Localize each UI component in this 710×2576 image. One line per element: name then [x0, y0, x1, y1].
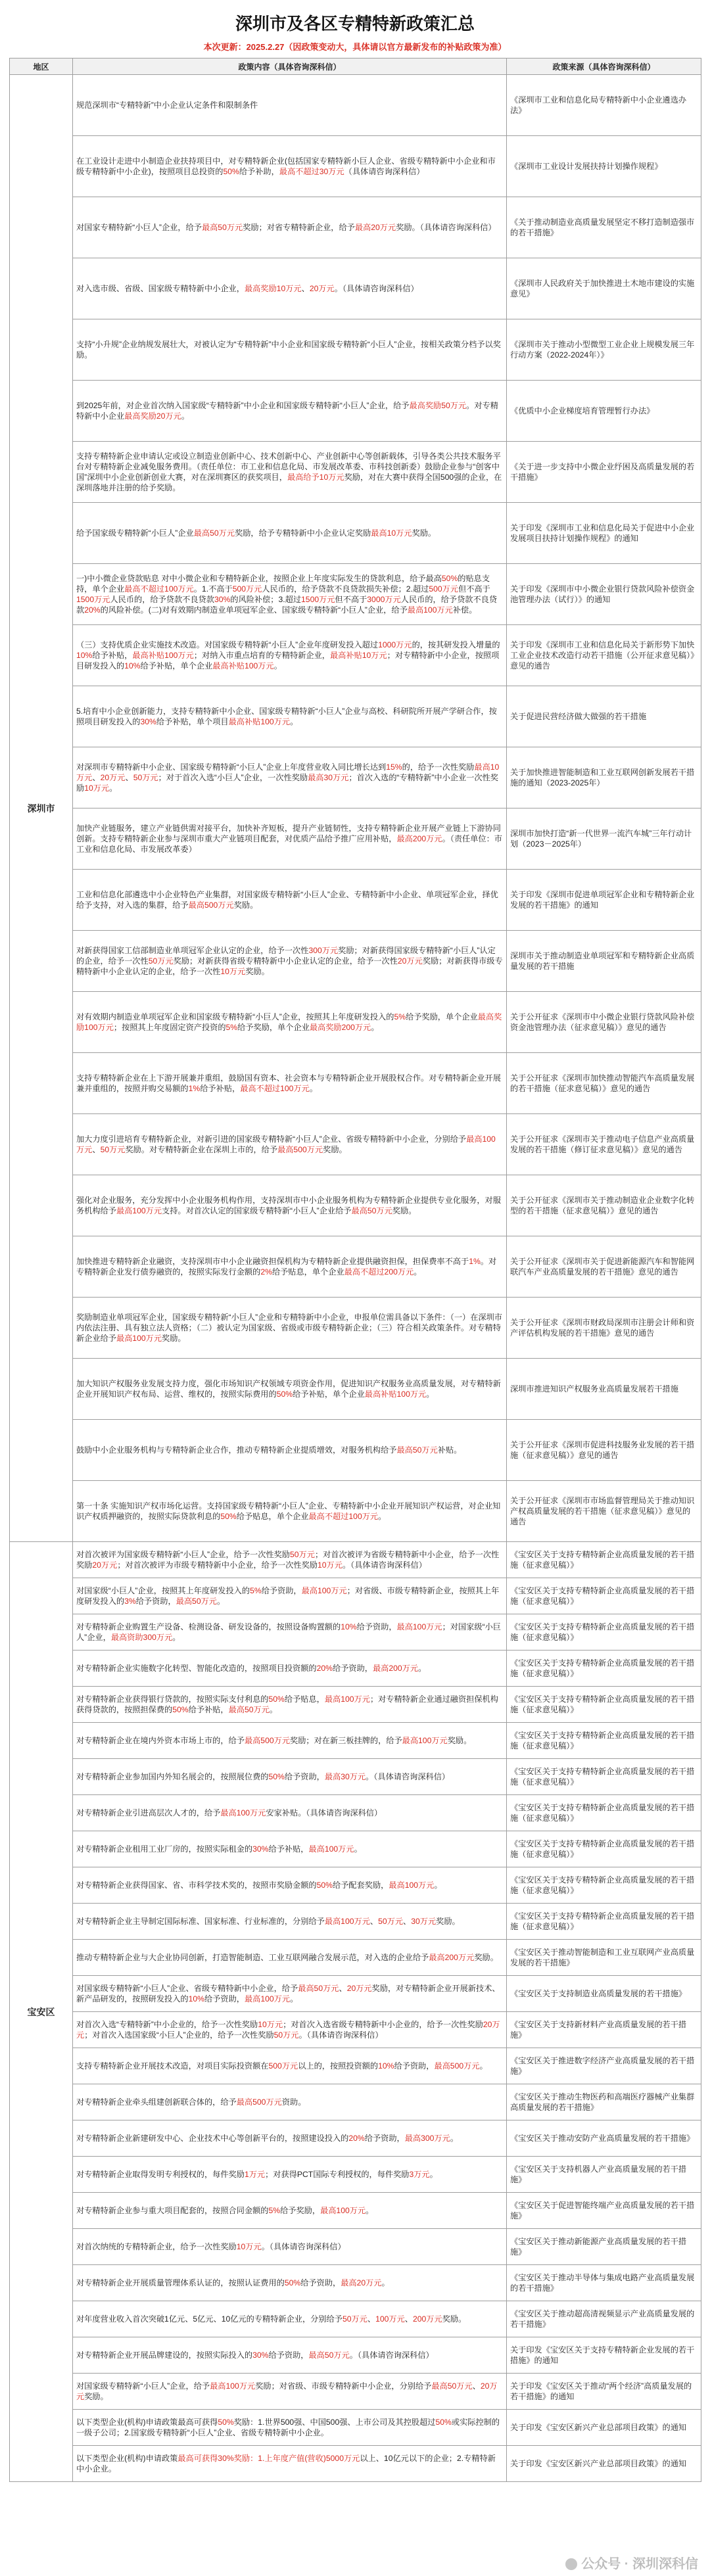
policy-source-cell: 关于公开征求《深圳市促进科技服务业发展的若干措施（征求意见稿）》意见的通告 — [507, 1420, 701, 1481]
table-row — [10, 2157, 701, 2193]
policy-content-cell: 对专精特新企业开展品牌建设的，按照实际投入的30%给予资助，最高50万元。（具体请咨询深科信） — [73, 2337, 507, 2374]
policy-content-cell: 以下类型企业(机构)申请政策最高可获得50%奖励：1.世界500强、中国500强、上市公司及其控股超过50%或实际控制的一级子公司；2.国家级专精特新“小巨人”企业、省级专精特新中小企业。 — [73, 2410, 507, 2446]
table-row — [10, 1831, 701, 1867]
table-row — [10, 1481, 701, 1542]
policy-content-cell: 推动专精特新企业与大企业协同创新，打造智能制造、工业互联网融合发展示范，对入选的企业给予最高200万元奖励。 — [73, 1940, 507, 1976]
policy-source-cell: 《宝安区关于支持专精特新企业高质量发展的若干措施（征求意见稿）》 — [507, 1578, 701, 1614]
policy-source-cell: 《宝安区关于推动新能源产业高质量发展的若干措施》 — [507, 2229, 701, 2265]
policy-content-cell: 给予国家级专精特新“小巨人”企业最高50万元奖励，给予专精特新中小企业认定奖励最高10万元奖励。 — [73, 503, 507, 564]
policy-content-cell: 强化对企业服务，充分发挥中小企业服务机构作用，支持深圳市中小企业服务机构为专精特新企业提供专业化服务，对服务机构给予最高100万元支持。对首次认定的国家级专精特新“小巨人”企业给予最高50万元奖励。 — [73, 1175, 507, 1236]
table-row — [10, 2012, 701, 2048]
policy-content-cell: 对有效期内制造业单项冠军企业和国家级专精特新“小巨人”企业，按照其上年度研发投入的5%给予奖励，单个企业最高奖励100万元；按照其上年度固定资产投资的5%给予奖励，单个企业最高奖励200万元。 — [73, 992, 507, 1053]
table-row — [10, 747, 701, 808]
table-row — [10, 75, 701, 136]
policy-content-cell: 加快推进专精特新企业融资，支持深圳市中小企业融资担保机构为专精特新企业提供融资担保，担保费率不高于1%。对专精特新企业发行债券融资的，按照实际发行金额的2%给予贴息，单个企业最高不超过200万元。 — [73, 1236, 507, 1298]
policy-content-cell: 对首次被评为国家级专精特新“小巨人”企业，给予一次性奖励50万元；对首次被评为省级专精特新中小企业，给予一次性奖励20万元；对首次被评为市级专精特新中小企业，给予一次性奖励10万元。（具体请咨询深科信） — [73, 1542, 507, 1578]
policy-source-cell: 《宝安区关于支持专精特新企业高质量发展的若干措施（征求意见稿）》 — [507, 1904, 701, 1940]
policy-source-cell: 《深圳市工业和信息化局专精特新中小企业遴选办法》 — [507, 75, 701, 136]
policy-source-cell: 《宝安区关于推动智能制造和工业互联网产业高质量发展的若干措施》 — [507, 1940, 701, 1976]
table-row — [10, 1976, 701, 2012]
policy-source-cell: 《优质中小企业梯度培育管理暂行办法》 — [507, 381, 701, 442]
policy-content-cell: 对深圳市专精特新中小企业、国家级专精特新“小巨人”企业上年度营业收入同比增长达到15%的，给予一次性奖励最高10万元、20万元、50万元；对于首次入选“小巨人”企业，一次性奖励最高30万元；首次入选的“专精特新”中小企业一次性奖励10万元。 — [73, 747, 507, 808]
table-row — [10, 1175, 701, 1236]
policy-content-cell: 对年度营业收入首次突破1亿元、5亿元、10亿元的专精特新企业，分别给予50万元、100万元、200万元奖励。 — [73, 2301, 507, 2337]
policy-source-cell: 《宝安区关于支持专精特新企业高质量发展的若干措施（征求意见稿）》 — [507, 1831, 701, 1867]
policy-content-cell: 到2025年前，对企业首次纳入国家级“专精特新”中小企业和国家级专精特新“小巨人”企业，给予最高奖励50万元。对专精特新中小企业最高奖励20万元。 — [73, 381, 507, 442]
policy-table-body — [10, 75, 701, 2482]
policy-content-cell: 对首次入选“专精特新”中小企业的，给予一次性奖励10万元；对首次入选省级专精特新中小企业的，给予一次性奖励20万元；对首次入选国家级“小巨人”企业的，给予一次性奖励50万元。（具体请咨询深科信） — [73, 2012, 507, 2048]
table-row — [10, 1687, 701, 1723]
table-row — [10, 2048, 701, 2084]
page-title: 深圳市及各区专精特新政策汇总 — [235, 14, 475, 34]
policy-source-cell: 关于印发《深圳市工业和信息化局关于促进中小企业发展项目扶持计划操作规程》的通知 — [507, 503, 701, 564]
table-row — [10, 197, 701, 258]
policy-content-cell: 加大力度引进培育专精特新企业，对新引进的国家级专精特新“小巨人”企业、省级专精特新中小企业，分别给予最高100万元、50万元奖励。对专精特新企业在深圳上市的，给予最高500万元奖励。 — [73, 1114, 507, 1175]
policy-content-cell: 对国家级“小巨人”企业，按照其上年度研发投入的5%给予资助，最高100万元；对省级、市级专精特新企业，按照其上年度研发投入的3%给予资助，最高50万元。 — [73, 1578, 507, 1614]
table-row — [10, 1542, 701, 1578]
table-row — [10, 381, 701, 442]
policy-content-cell: 对专精特新企业取得发明专利授权的，每件奖励1万元；对获得PCT国际专利授权的，每件奖励3万元。 — [73, 2157, 507, 2193]
policy-table — [9, 58, 701, 2482]
policy-source-cell: 《宝安区关于促进智能终端产业高质量发展的若干措施》 — [507, 2193, 701, 2229]
policy-source-cell: 《宝安区关于支持专精特新企业高质量发展的若干措施（征求意见稿）》 — [507, 1542, 701, 1578]
policy-content-cell: 对专精特新企业参与重大项目配套的，按照合同金额的5%给予奖励，最高100万元。 — [73, 2193, 507, 2229]
table-row — [10, 1723, 701, 1759]
policy-source-cell: 《宝安区关于支持机器人产业高质量发展的若干措施》 — [507, 2157, 701, 2193]
policy-content-cell: 对专精特新企业实施数字化转型、智能化改造的，按照项目投资额的20%给予资助，最高200万元。 — [73, 1651, 507, 1687]
policy-content-cell: 工业和信息化部遴选中小企业特色产业集群，对国家级专精特新“小巨人”企业、专精特新中小企业、单项冠军企业，择优给予支持，对入选的集群，给予最高500万元奖励。 — [73, 870, 507, 931]
table-row — [10, 870, 701, 931]
table-row — [10, 1651, 701, 1687]
policy-content-cell: 第一十条 实施知识产权市场化运营。支持国家级专精特新“小巨人”企业、专精特新中小企业开展知识产权运营，对企业知识产权质押融资的，按照实际贷款利息的50%给予贴息，单个企业最高不超过100万元。 — [73, 1481, 507, 1542]
table-row — [10, 2084, 701, 2120]
policy-content-cell: 对专精特新企业新建研发中心、企业技术中心等创新平台的，按照建设投入的20%给予资助，最高300万元。 — [73, 2120, 507, 2157]
region-cell: 宝安区 — [10, 1542, 73, 2482]
table-row — [10, 258, 701, 319]
table-row — [10, 1940, 701, 1976]
policy-content-cell: 对入选市级、省级、国家级专精特新中小企业，最高奖励10万元、20万元。（具体请咨询深科信） — [73, 258, 507, 319]
policy-content-cell: 对国家级专精特新“小巨人”企业，给予最高100万元奖励；对省级、市级专精特新中小企业，分别给予最高50万元、20万元奖励。 — [73, 2374, 507, 2410]
policy-content-cell: （三）支持优质企业实施技术改造。对国家级专精特新“小巨人”企业年度研发投入超过1000万元的，按其研发投入增量的10%给予补贴，最高补贴100万元；对纳入市重点培育的专精特新企业，最高补贴10万元；对专精特新中小企业，按照项目研发投入的10%给予补贴，单个企业最高补贴100万元。 — [73, 625, 507, 686]
policy-source-cell: 关于印发《宝安区新兴产业总部项目政策》的通知 — [507, 2446, 701, 2482]
policy-content-cell: 支持专精特新企业开展技术改造，对项目实际投资额在500万元以上的，按照投资额的10%给予资助，最高500万元。 — [73, 2048, 507, 2084]
policy-source-cell: 关于印发《宝安区关于推动“两个经济”高质量发展的若干措施》的通知 — [507, 2374, 701, 2410]
table-row — [10, 1614, 701, 1651]
policy-source-cell: 关于公开征求《深圳市市场监督管理局关于推动知识产权高质量发展的若干措施（征求意见稿）》意见的通告 — [507, 1481, 701, 1542]
table-row — [10, 2193, 701, 2229]
policy-content-cell: 奖励制造业单项冠军企业，国家级专精特新“小巨人”企业和专精特新中小企业，申报单位需具备以下条件：（一）在深圳市内依法注册、具有独立法人资格；（二）被认定为国家级、省级或市级专精特新企业；（三）符合相关政策条件。对专精特新企业给予最高100万元奖励。 — [73, 1298, 507, 1359]
table-header-row — [10, 59, 701, 75]
table-row — [10, 992, 701, 1053]
policy-source-cell: 关于印发《深圳市促进单项冠军企业和专精特新企业发展的若干措施》的通知 — [507, 870, 701, 931]
table-row — [10, 931, 701, 992]
table-row — [10, 503, 701, 564]
policy-content-cell: 加大知识产权服务业发展支持力度，强化市场知识产权领域专项资金作用，促进知识产权服务业高质量发展，对专精特新企业开展知识产权布局、运营、维权的，按照实际费用的50%给予补贴，单个企业最高补贴100万元。 — [73, 1359, 507, 1420]
header-source: 政策来源（具体咨询深科信） — [507, 59, 701, 75]
policy-content-cell: 一)中小微企业贷款贴息 对中小微企业和专精特新企业，按照企业上年度实际发生的贷款利息，给予最高50%的贴息支持，单个企业最高不超过100万元。1.不高于500万元人民币的，给予贷款不良贷款损失补偿；2.超过500万元但不高于1500万元人民币的，给予贷款不良贷款30%的风险补偿；3.超过1500万元但不高于3000万元人民币的，给予贷款不良贷款20%的风险补偿。(二)对有效期内制造业单项冠军企业、国家级专精特新“小巨人”企业，给予最高100万元补偿。 — [73, 564, 507, 625]
policy-content-cell: 对首次纳统的专精特新企业，给予一次性奖励10万元。（具体请咨询深科信） — [73, 2229, 507, 2265]
policy-source-cell: 关于公开征求《深圳市关于推动电子信息产业高质量发展的若干措施（修订征求意见稿）》意见的通告 — [507, 1114, 701, 1175]
table-row — [10, 2446, 701, 2482]
policy-source-cell: 《宝安区关于支持新材料产业高质量发展的若干措施》 — [507, 2012, 701, 2048]
policy-source-cell: 关于公开征求《深圳市中小微企业银行贷款风险补偿资金池管理办法（征求意见稿）》意见的通告 — [507, 992, 701, 1053]
policy-source-cell: 《宝安区关于推动安防产业高质量发展的若干措施》 — [507, 2120, 701, 2157]
policy-content-cell: 对专精特新企业获得国家、省、市科学技术奖的，按照市奖励金额的50%给予配套奖励，最高100万元。 — [73, 1867, 507, 1904]
policy-content-cell: 对国家专精特新“小巨人”企业，给予最高50万元奖励；对省专精特新企业，给予最高20万元奖励。（具体请咨询深科信） — [73, 197, 507, 258]
table-row — [10, 2337, 701, 2374]
policy-source-cell: 《宝安区关于推动生物医药和高端医疗器械产业集群高质量发展的若干措施》 — [507, 2084, 701, 2120]
policy-content-cell: 支持专精特新企业申请认定或设立制造业创新中心、技术创新中心、产业创新中心等创新载体，引导各类公共技术服务平台对专精特新企业减免服务费用。（责任单位：市工业和信息化局、市发展改革委、市科技创新委）鼓励企业参与“创客中国”深圳中小企业创新创业大赛，对在深圳赛区的获奖项目，最高给予10万元奖励，对在大赛中获得全国500强的企业，在深圳落地并注册的给予奖励。 — [73, 442, 507, 503]
update-notice: 本次更新：2025.2.27（因政策变动大，具体请以官方最新发布的补贴政策为准） — [203, 42, 507, 52]
policy-content-cell: 加快产业链服务，建立产业链供需对接平台，加快补齐短板，提升产业链韧性，支持专精特新企业开展产业链上下游协同创新。支持专精特新企业参与深圳市重大产业链项目配套，对优质产品给予推广应用补贴，最高200万元。（责任单位：市工业和信息化局、市发展改革委） — [73, 808, 507, 870]
table-row — [10, 2410, 701, 2446]
policy-source-cell: 关于公开征求《深圳市关于推动制造业企业数字化转型的若干措施（征求意见稿）》意见的通告 — [507, 1175, 701, 1236]
policy-content-cell: 对专精特新企业租用工业厂房的，按照实际租金的30%给予补贴，最高100万元。 — [73, 1831, 507, 1867]
policy-content-cell: 对新获得国家工信部制造业单项冠军企业认定的企业，给予一次性300万元奖励；对新获得国家级专精特新“小巨人”认定的企业，给予一次性50万元奖励；对新获得省级专精特新中小企业认定的企业，给予一次性20万元奖励；对新获得市级专精特新中小企业认定的企业，给予一次性10万元奖励。 — [73, 931, 507, 992]
table-row — [10, 625, 701, 686]
policy-source-cell: 关于促进民营经济做大做强的若干措施 — [507, 686, 701, 747]
policy-source-cell: 《宝安区关于支持制造业高质量发展的若干措施》 — [507, 1976, 701, 2012]
policy-source-cell: 关于印发《深圳市工业和信息化局关于新形势下加快工业企业技术改造行动若干措施（公开征求意见稿）》意见的通告 — [507, 625, 701, 686]
table-row — [10, 1795, 701, 1831]
table-row — [10, 2120, 701, 2157]
policy-source-cell: 关于印发《深圳市中小微企业银行贷款风险补偿资金池管理办法（试行）》的通知 — [507, 564, 701, 625]
table-row — [10, 564, 701, 625]
table-row — [10, 2301, 701, 2337]
table-row — [10, 808, 701, 870]
table-row — [10, 1053, 701, 1114]
policy-source-cell: 《深圳市工业设计发展扶持计划操作规程》 — [507, 136, 701, 197]
table-row — [10, 1759, 701, 1795]
table-row — [10, 1298, 701, 1359]
policy-content-cell: 以下类型企业(机构)申请政策最高可获得30%奖励：1.上年度产值(营收)5000万元以上、10亿元以下的企业；2.专精特新中小企业。 — [73, 2446, 507, 2482]
policy-source-cell: 《宝安区关于支持专精特新企业高质量发展的若干措施（征求意见稿）》 — [507, 1687, 701, 1723]
policy-content-cell: 对专精特新企业参加国内外知名展会的，按照展位费的50%给予资助，最高30万元。（具体请咨询深科信） — [73, 1759, 507, 1795]
policy-source-cell: 《宝安区关于支持专精特新企业高质量发展的若干措施（征求意见稿）》 — [507, 1795, 701, 1831]
table-row — [10, 1904, 701, 1940]
policy-source-cell: 关于加快推进智能制造和工业互联网创新发展若干措施的通知（2023-2025年） — [507, 747, 701, 808]
policy-content-cell: 在工业设计走进中小制造企业扶持项目中，对专精特新企业(包括国家专精特新小巨人企业、省级专精特新中小企业和市级专精特新中小企业)，按照项目总投资的50%给予补助，最高不超过30万元（具体请咨询深科信） — [73, 136, 507, 197]
table-row — [10, 1236, 701, 1298]
policy-source-cell: 《宝安区关于推进数字经济产业高质量发展的若干措施》 — [507, 2048, 701, 2084]
table-row — [10, 136, 701, 197]
header-content: 政策内容（具体咨询深科信） — [73, 59, 507, 75]
policy-source-cell: 《宝安区关于推动超高清视频显示产业高质量发展的若干措施》 — [507, 2301, 701, 2337]
policy-content-cell: 鼓励中小企业服务机构与专精特新企业合作，推动专精特新企业提质增效，对服务机构给予最高50万元补贴。 — [73, 1420, 507, 1481]
table-row — [10, 1420, 701, 1481]
policy-source-cell: 深圳市推进知识产权服务业高质量发展若干措施 — [507, 1359, 701, 1420]
policy-source-cell: 关于公开征求《深圳市加快推动智能汽车高质量发展的若干措施（征求意见稿）》意见的通告 — [507, 1053, 701, 1114]
policy-source-cell: 《深圳市关于推动小型微型工业企业上规模发展三年行动方案（2022-2024年）》 — [507, 319, 701, 381]
policy-source-cell: 《宝安区关于支持专精特新企业高质量发展的若干措施（征求意见稿）》 — [507, 1651, 701, 1687]
policy-source-cell: 《宝安区关于支持专精特新企业高质量发展的若干措施（征求意见稿）》 — [507, 1614, 701, 1651]
table-row — [10, 2229, 701, 2265]
policy-content-cell: 对专精特新企业引进高层次人才的，给予最高100万元安家补贴。（具体请咨询深科信） — [73, 1795, 507, 1831]
wechat-icon — [565, 2558, 577, 2570]
policy-content-cell: 对国家级专精特新“小巨人”企业、省级专精特新中小企业，给予最高50万元、20万元奖励，对专精特新企业开展新技术、新产品研发的，按照研发投入的10%给予资助，最高100万元。 — [73, 1976, 507, 2012]
table-row — [10, 686, 701, 747]
policy-content-cell: 支持“小升规”企业纳规发展壮大，对被认定为“专精特新”中小企业和国家级专精特新“小巨人”企业，按相关政策分档予以奖励。 — [73, 319, 507, 381]
table-row — [10, 1578, 701, 1614]
policy-content-cell: 对专精特新企业开展质量管理体系认证的，按照认证费用的50%给予资助，最高20万元。 — [73, 2265, 507, 2301]
policy-content-cell: 对专精特新企业主导制定国际标准、国家标准、行业标准的，分别给予最高100万元、50万元、30万元奖励。 — [73, 1904, 507, 1940]
policy-content-cell: 5.培育中小企业创新能力，支持专精特新中小企业、国家级专精特新“小巨人”企业与高校、科研院所开展产学研合作，按照项目研发投入的30%给予补贴，单个项目最高补贴100万元。 — [73, 686, 507, 747]
watermark — [565, 2553, 698, 2572]
policy-source-cell: 深圳市关于推动制造业单项冠军和专精特新企业高质量发展的若干措施 — [507, 931, 701, 992]
policy-source-cell: 《关于推动制造业高质量发展坚定不移打造制造强市的若干措施》 — [507, 197, 701, 258]
header-region: 地区 — [10, 59, 73, 75]
policy-source-cell: 《宝安区关于推动半导体与集成电路产业高质量发展的若干措施》 — [507, 2265, 701, 2301]
policy-source-cell: 《宝安区关于支持专精特新企业高质量发展的若干措施（征求意见稿）》 — [507, 1723, 701, 1759]
table-row — [10, 1114, 701, 1175]
policy-source-cell: 关于公开征求《深圳市财政局深圳市注册会计师和资产评估机构发展的若干措施》意见的通告 — [507, 1298, 701, 1359]
policy-source-cell: 深圳市加快打造“新一代世界一流汽车城”三年行动计划（2023－2025年） — [507, 808, 701, 870]
region-cell: 深圳市 — [10, 75, 73, 1542]
policy-content-cell: 对专精特新企业牵头组建创新联合体的，给予最高500万元资助。 — [73, 2084, 507, 2120]
policy-source-cell: 关于印发《宝安区新兴产业总部项目政策》的通知 — [507, 2410, 701, 2446]
table-row — [10, 319, 701, 381]
policy-content-cell: 支持专精特新企业在上下游开展兼并重组，鼓励国有资本、社会资本与专精特新企业开展股权合作。对专精特新企业开展兼并重组的，按照并购交易额的1%给予补贴，最高不超过100万元。 — [73, 1053, 507, 1114]
table-row — [10, 442, 701, 503]
policy-source-cell: 《深圳市人民政府关于加快推进土木地市建设的实施意见》 — [507, 258, 701, 319]
policy-content-cell: 对专精特新企业购置生产设备、检测设备、研发设备的，按照设备购置额的10%给予资助，最高100万元；对国家级“小巨人”企业，最高资助300万元。 — [73, 1614, 507, 1651]
watermark-text: 公众号 · 深圳深科信 — [581, 2557, 698, 2571]
table-row — [10, 1867, 701, 1904]
policy-source-cell: 《宝安区关于支持专精特新企业高质量发展的若干措施（征求意见稿）》 — [507, 1867, 701, 1904]
policy-source-cell: 《宝安区关于支持专精特新企业高质量发展的若干措施（征求意见稿）》 — [507, 1759, 701, 1795]
policy-source-cell: 关于公开征求《深圳市关于促进新能源汽车和智能网联汽车产业高质量发展的若干措施》意见的通告 — [507, 1236, 701, 1298]
table-row — [10, 1359, 701, 1420]
table-row — [10, 2265, 701, 2301]
policy-content-cell: 对专精特新企业获得银行贷款的，按照实际支付利息的50%给予贴息，最高100万元；对专精特新企业通过融资担保机构获得贷款的，按照担保费的50%给予补贴，最高50万元。 — [73, 1687, 507, 1723]
policy-content-cell: 规范深圳市“专精特新”中小企业认定条件和限制条件 — [73, 75, 507, 136]
policy-source-cell: 《关于进一步支持中小微企业纾困及高质量发展的若干措施》 — [507, 442, 701, 503]
policy-source-cell: 关于印发《宝安区关于支持专精特新企业发展的若干措施》的通知 — [507, 2337, 701, 2374]
table-row — [10, 2374, 701, 2410]
policy-content-cell: 对专精特新企业在境内外资本市场上市的，给予最高500万元奖励；对在新三板挂牌的，给予最高100万元奖励。 — [73, 1723, 507, 1759]
